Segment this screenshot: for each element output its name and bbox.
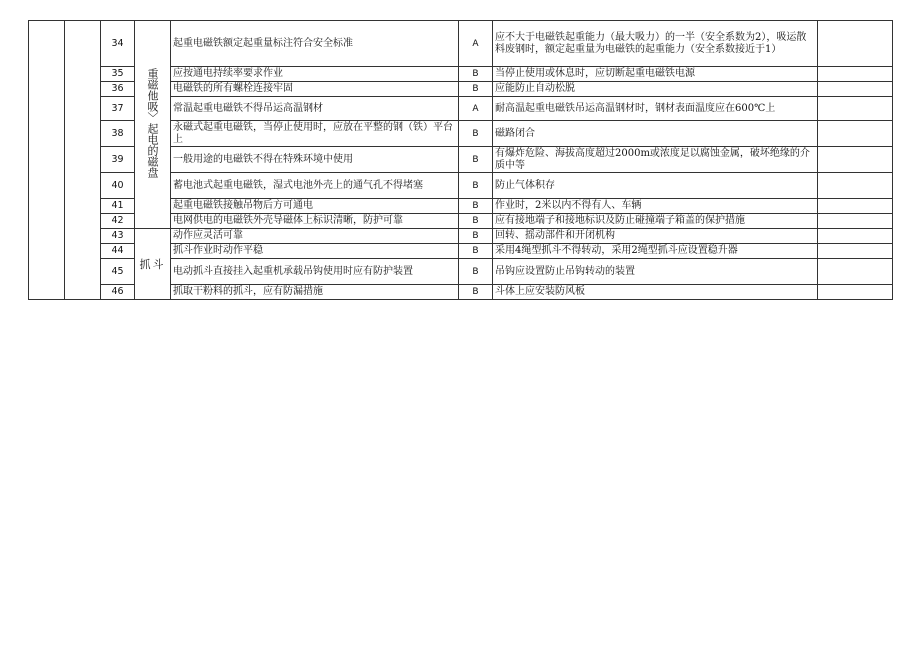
table-row [29,229,893,244]
requirement: 有爆炸危险、海拔高度超过2000m或浓度足以腐蚀金属，破坏绝缘的介质中等 [493,147,818,173]
requirement: 耐高温起重电磁铁吊运高温钢材时，钢材表面温度应在600℃上 [493,97,818,121]
row-number: 39 [101,147,135,173]
row-number: 46 [101,285,135,300]
requirement: 吊钩应设置防止吊钩转动的装置 [493,259,818,285]
requirement: 作业时，2米以内不得有人、车辆 [493,199,818,214]
risk-level: A [459,21,493,67]
inspection-item: 起重电磁铁额定起重量标注符合安全标准 [171,21,459,67]
category-cell [135,229,171,300]
remarks-cell [818,121,893,147]
inspection-item: 动作应灵活可靠 [171,229,459,244]
inspection-table [28,20,893,300]
inspection-item: 蓄电池式起重电磁铁，湿式电池外壳上的通气孔不得堵塞 [171,173,459,199]
requirement: 采用4绳型抓斗不得转动，采用2绳型抓斗应设置稳升器 [493,244,818,259]
row-number: 44 [101,244,135,259]
requirement: 应不大于电磁铁起重能力（最大吸力）的一半（安全系数为2），吸运散料废钢时，额定起重量为电磁铁的起重能力（安全系数接近于1） [493,21,818,67]
risk-level: A [459,97,493,121]
remarks-cell [818,214,893,229]
risk-level: B [459,173,493,199]
remarks-cell [818,147,893,173]
risk-level: B [459,121,493,147]
remarks-cell [818,285,893,300]
risk-level: B [459,67,493,82]
inspection-item: 永磁式起重电磁铁，当停止使用时，应放在平整的钢（铁）平台上 [171,121,459,147]
inspection-item: 电磁铁的所有螺栓连接牢固 [171,82,459,97]
requirement: 斗体上应安装防风板 [493,285,818,300]
risk-level: B [459,259,493,285]
remarks-cell [818,229,893,244]
inspection-item: 电网供电的电磁铁外壳导磁体上标识清晰，防护可靠 [171,214,459,229]
risk-level: B [459,199,493,214]
remarks-cell [818,199,893,214]
inspection-item: 电动抓斗直接挂入起重机承载吊钩使用时应有防护装置 [171,259,459,285]
row-number: 37 [101,97,135,121]
remarks-cell [818,244,893,259]
risk-level: B [459,285,493,300]
row-number: 34 [101,21,135,67]
risk-level: B [459,244,493,259]
remarks-cell [818,82,893,97]
risk-level: B [459,147,493,173]
category-cell [135,21,171,229]
table-row [29,21,893,67]
inspection-item: 抓斗作业时动作平稳 [171,244,459,259]
requirement: 磁路闭合 [493,121,818,147]
inspection-item: 常温起重电磁铁不得吊运高温钢材 [171,97,459,121]
row-number: 36 [101,82,135,97]
row-number: 41 [101,199,135,214]
requirement: 应有接地端子和接地标识及防止碰撞端子箱盖的保护措施 [493,214,818,229]
inspection-item: 应按通电持续率要求作业 [171,67,459,82]
remarks-cell [818,173,893,199]
inspection-item: 一般用途的电磁铁不得在特殊环境中使用 [171,147,459,173]
remarks-cell [818,67,893,82]
requirement: 回转、摇动部件和开闭机构 [493,229,818,244]
row-number: 42 [101,214,135,229]
row-number: 40 [101,173,135,199]
risk-level: B [459,214,493,229]
risk-level: B [459,82,493,97]
requirement: 防止气体积存 [493,173,818,199]
category-label-magnet: 重磁他吸〉起电的磁盘 [146,68,159,178]
row-number: 38 [101,121,135,147]
category-label-grab: 抓斗 [139,257,166,271]
section-cell-b [65,21,101,300]
inspection-item: 抓取干粉料的抓斗，应有防漏措施 [171,285,459,300]
row-number: 35 [101,67,135,82]
requirement: 当停止使用或休息时，应切断起重电磁铁电源 [493,67,818,82]
inspection-item: 起重电磁铁接触吊物后方可通电 [171,199,459,214]
remarks-cell [818,97,893,121]
row-number: 43 [101,229,135,244]
row-number: 45 [101,259,135,285]
requirement: 应能防止自动松脱 [493,82,818,97]
remarks-cell [818,21,893,67]
risk-level: B [459,229,493,244]
section-cell-a [29,21,65,300]
remarks-cell [818,259,893,285]
